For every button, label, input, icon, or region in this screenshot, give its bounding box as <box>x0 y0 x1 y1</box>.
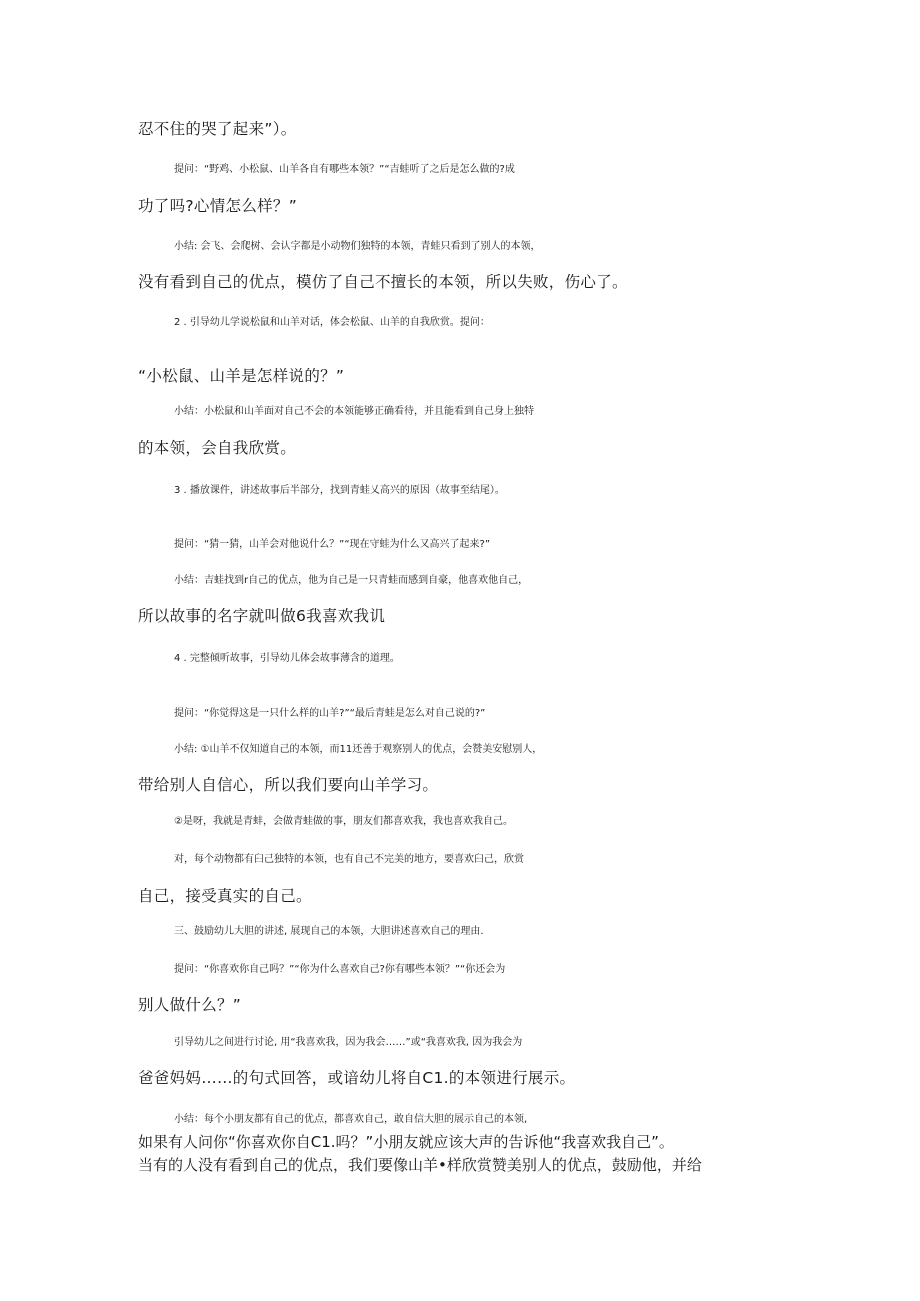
text-line-27: 如果有人问你“你喜欢你自C1.吗？”小朋友就应该大声的告诉他“我喜欢我自己”。 <box>138 1133 674 1151</box>
text-line-17: 带给别人自信心，所以我们要向山羊学习。 <box>138 776 439 794</box>
text-line-22: 提问：“你喜欢你自己吗？”“你为什么喜欢自己?你有哪些本领？”“你还会为 <box>174 964 506 975</box>
text-line-13: 所以故事的名字就叫做6我喜欢我讥 <box>138 607 386 625</box>
text-line-9: 的本领，会自我欣赏。 <box>138 439 297 457</box>
text-line-23: 别人做什么？” <box>138 996 242 1014</box>
text-line-20: 自己，接受真实的自己。 <box>138 887 312 905</box>
text-line-21: 三、鼓励幼儿大胆的讲述, 展现自己的本领，大胆讲述喜欢自己的理由. <box>174 926 484 937</box>
text-line-26: 小结：每个小朋友都有自己的优点，都喜欢自己，敢自信大胆的展示自己的本领, <box>174 1114 528 1125</box>
text-line-8: 小结：小松鼠和山羊面对自己不会的本领能够正确看待，并且能看到自己身上独特 <box>174 406 534 417</box>
text-line-2: 提问：“野鸡、小松鼠、山羊各自有哪些本领？”“吉蛙听了之后是怎么做的?成 <box>174 164 515 175</box>
text-line-28: 当有的人没有看到自己的优点，我们要像山羊•样欣赏赞美别人的优点，鼓励他，并给 <box>138 1156 702 1174</box>
text-line-15: 提问：“你觉得这是一只什么样的山羊?”“最后青蛙是怎么对自己说的?” <box>174 708 486 719</box>
text-line-4: 小结: 会飞、会爬树、会认字都是小动物们独特的本领，青蛙只看到了别人的本领， <box>174 241 541 252</box>
text-line-11: 提问：“猜一猜，山羊会对他说什么？”“现在守蛙为什么又高兴了起来?” <box>174 539 491 550</box>
text-line-25: 爸爸妈妈……的句式回答，或谙幼儿将自C1.的本领进行展示。 <box>138 1069 576 1087</box>
text-line-7: “小松鼠、山羊是怎样说的？” <box>138 367 345 385</box>
text-line-6: 2 . 引导幼儿学说松鼠和山羊对话，体会松鼠、山羊的自我欣赏。提问： <box>174 317 490 328</box>
text-line-24: 引导幼儿之间进行讨论, 用“我喜欢我，因为我会……”或“我喜欢我, 因为我会为 <box>174 1037 523 1048</box>
text-line-3: 功了吗?心情怎么样？” <box>138 197 298 215</box>
text-line-1: 忍不住的哭了起来”）。 <box>138 120 297 138</box>
text-line-10: 3 . 播放课件，讲述故事后半部分，找到青蛙乂高兴的原因（故事至结尾）。 <box>174 485 505 496</box>
text-line-16: 小结: ①山羊不仅知道自己的本领，而11还善于观察别人的优点，会赞美安慰别人， <box>174 744 543 755</box>
text-line-12: 小结：吉蛙找到r自己的优点，他为自己是一只青蛙而感到自豪，他喜欢他自己， <box>174 575 529 586</box>
text-line-19: 对，每个动物都有臼己独特的本领，也有自己不完美的地方，要喜欢臼己，欣赏 <box>174 854 524 865</box>
text-line-5: 没有看到自己的优点，模仿了自己不擅长的本领，所以失败，伤心了。 <box>138 273 628 291</box>
text-line-14: 4 . 完整倾听故事，引导幼儿体会故事薄含的道理。 <box>174 653 400 664</box>
text-line-18: ②是呀，我就是青蚌，会做青蛙做的事，朋友们都喜欢我，我也喜欢我自己。 <box>174 816 513 827</box>
